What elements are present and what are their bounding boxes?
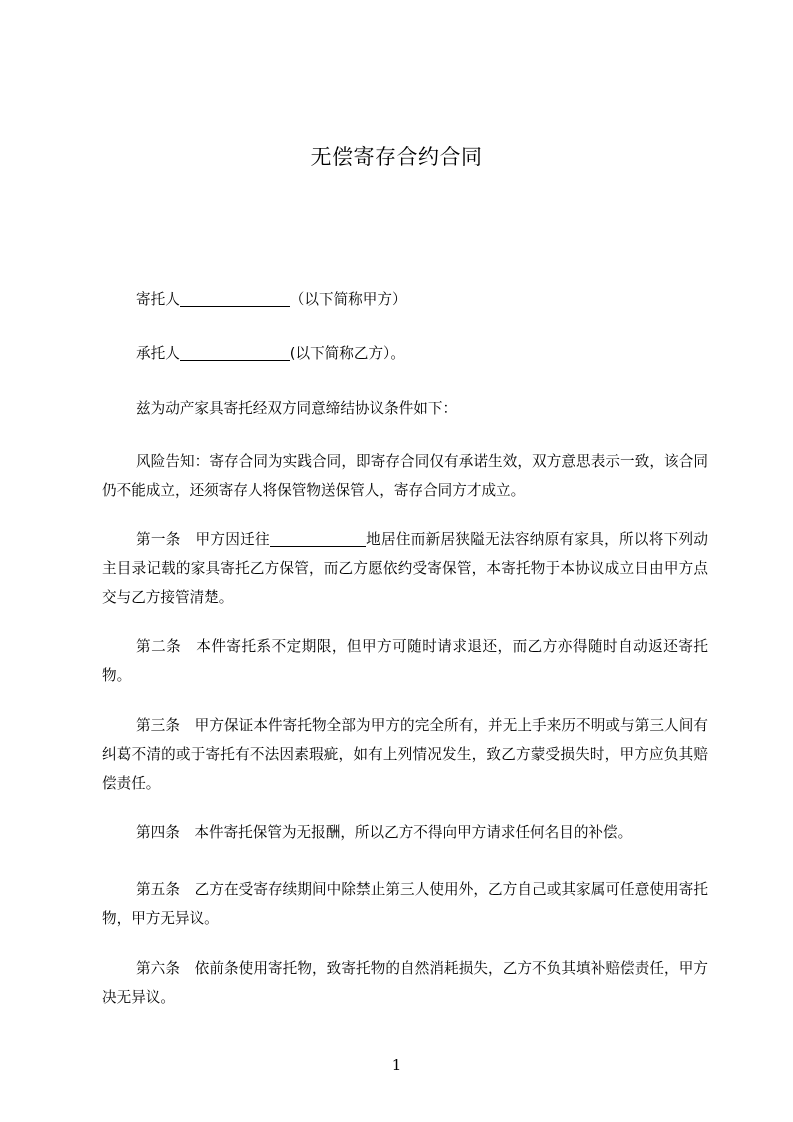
article-3-paragraph: 第三条 甲方保证本件寄托物全部为甲方的完全所有，并无上手来历不明或与第三人间有纠葛不清的或于寄托有不法因素瑕疵，如有上列情况发生，致乙方蒙受损失时，甲方应负其赔偿责任。 <box>102 717 708 792</box>
party-b-line <box>102 339 708 368</box>
party-b-blank <box>180 344 290 361</box>
party-a-suffix: （以下简称甲方） <box>289 291 407 308</box>
page-number: 1 <box>391 1056 402 1074</box>
risk-notice-paragraph: 风险告知：寄存合同为实践合同，即寄存合同仅有承诺生效，双方意思表示一致，该合同仍不能成立，还须寄存人将保管物送保管人，寄存合同方才成立。 <box>102 453 708 499</box>
article-1-paragraph <box>102 525 708 612</box>
article-4-paragraph: 第四条 本件寄托保管为无报酬，所以乙方不得向甲方请求任何名目的补偿。 <box>136 824 633 841</box>
article-6-paragraph: 第六条 依前条使用寄托物，致寄托物的自然消耗损失，乙方不负其填补赔偿责任，甲方决无异议。 <box>102 960 708 1006</box>
party-a-line <box>102 285 708 314</box>
party-b-suffix: (以下简称乙方）。 <box>289 345 405 362</box>
intro-paragraph: 兹为动产家具寄托经双方同意缔结协议条件如下： <box>136 400 458 417</box>
page-title: 无偿寄存合约合同 <box>310 145 483 169</box>
party-a-blank <box>180 290 290 307</box>
party-a-label: 寄托人 <box>136 291 180 308</box>
article-1-lead: 第一条 甲方因迁往 <box>136 531 270 548</box>
article-5-paragraph: 第五条 乙方在受寄存续期间中除禁止第三人使用外，乙方自己或其家属可任意使用寄托物，甲方无异议。 <box>102 881 708 927</box>
article-1-body: 地居住而新居狭隘无法容纳原有家具，所以将下列动主目录记载的家具寄托乙方保管，而乙方愿依约受寄保管，本寄托物于本协议成立日由甲方点交与乙方接管清楚。 <box>102 531 708 606</box>
party-b-label: 承托人 <box>136 345 180 362</box>
article-1-blank <box>270 530 366 547</box>
article-2-paragraph: 第二条 本件寄托系不定期限，但甲方可随时请求退还，而乙方亦得随时自动返还寄托物。 <box>102 638 708 684</box>
